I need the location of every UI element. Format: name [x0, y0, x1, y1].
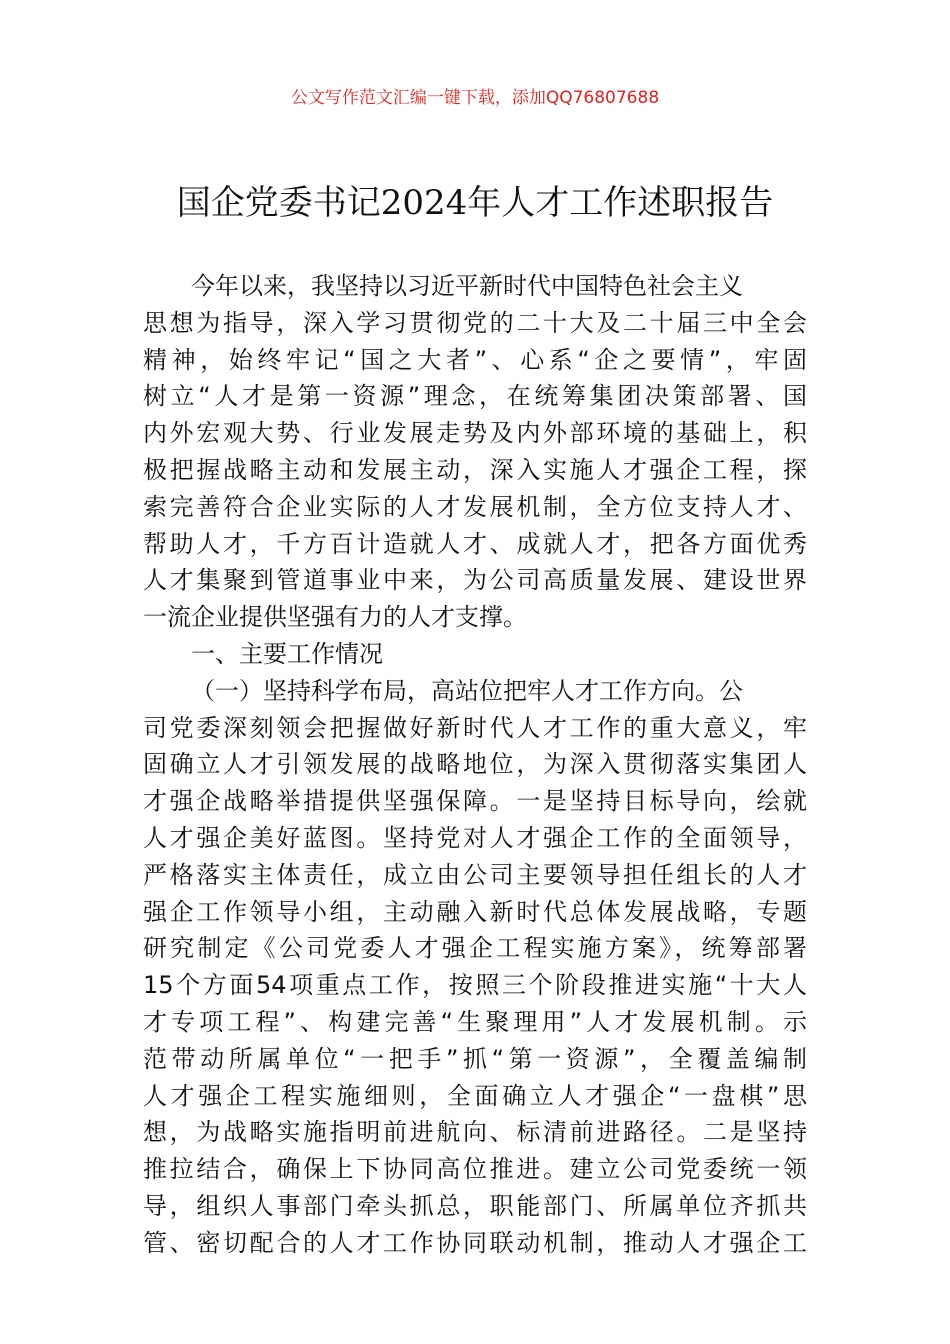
body-line: 推拉结合，确保上下协同高位推进。建立公司党委统一领: [143, 1155, 807, 1184]
body-line: 才专项工程”、构建完善“生聚理用”人才发展机制。示: [143, 1007, 807, 1036]
body-line: 精神，始终牢记“国之大者”、心系“企之要情”，牢固: [143, 345, 807, 374]
body-line: 极把握战略主动和发展主动，深入实施人才强企工程，探: [143, 455, 807, 484]
body-line: 严格落实主体责任，成立由公司主要领导担任组长的人才: [143, 860, 807, 889]
document-title: 国企党委书记2024年人才工作述职报告: [176, 183, 774, 223]
body-line: 一流企业提供坚强有力的人才支撑。: [143, 603, 527, 632]
body-line: 树立“人才是第一资源”理念，在统筹集团决策部署、国: [143, 382, 807, 411]
body-line: 人才强企美好蓝图。坚持党对人才强企工作的全面领导，: [143, 823, 807, 852]
body-line: 研究制定《公司党委人才强企工程实施方案》，统筹部署: [143, 934, 807, 963]
body-line: 固确立人才引领发展的战略地位，为深入贯彻落实集团人: [143, 750, 807, 779]
body-line: 人才集聚到管道事业中来，为公司高质量发展、建设世界: [143, 566, 807, 595]
body-line: 强企工作领导小组，主动融入新时代总体发展战略，专题: [143, 897, 807, 926]
body-line: 思想为指导，深入学习贯彻党的二十大及二十届三中全会: [143, 308, 807, 337]
body-line: 15个方面54项重点工作，按照三个阶段推进实施“十大人: [143, 971, 807, 1000]
body-line: 范带动所属单位“一把手”抓“第一资源”，全覆盖编制: [143, 1044, 807, 1073]
subsection-heading-line: （一）坚持科学布局，高站位把牢人才工作方向。公: [191, 676, 743, 705]
document-body: [143, 268, 807, 1262]
body-line: 才强企战略举措提供坚强保障。一是坚持目标导向，绘就: [143, 787, 807, 816]
body-line: 想，为战略实施指明前进航向、标清前进路径。二是坚持: [143, 1118, 807, 1147]
body-line: 导，组织人事部门牵头抓总，职能部门、所属单位齐抓共: [143, 1191, 807, 1220]
body-line: 管、密切配合的人才工作协同联动机制，推动人才强企工: [143, 1228, 807, 1257]
section-heading: 一、主要工作情况: [191, 639, 383, 668]
body-line: 司党委深刻领会把握做好新时代人才工作的重大意义，牢: [143, 713, 807, 742]
download-watermark: 公文写作范文汇编一键下载，添加QQ76807688: [290, 88, 660, 108]
body-line: 人才强企工程实施细则，全面确立人才强企“一盘棋”思: [143, 1081, 807, 1110]
body-line: 今年以来，我坚持以习近平新时代中国特色社会主义: [191, 272, 743, 300]
body-line: 索完善符合企业实际的人才发展机制，全方位支持人才、: [143, 492, 807, 521]
body-line: 帮助人才，千方百计造就人才、成就人才，把各方面优秀: [143, 529, 807, 558]
body-line: 内外宏观大势、行业发展走势及内外部环境的基础上，积: [143, 419, 807, 448]
